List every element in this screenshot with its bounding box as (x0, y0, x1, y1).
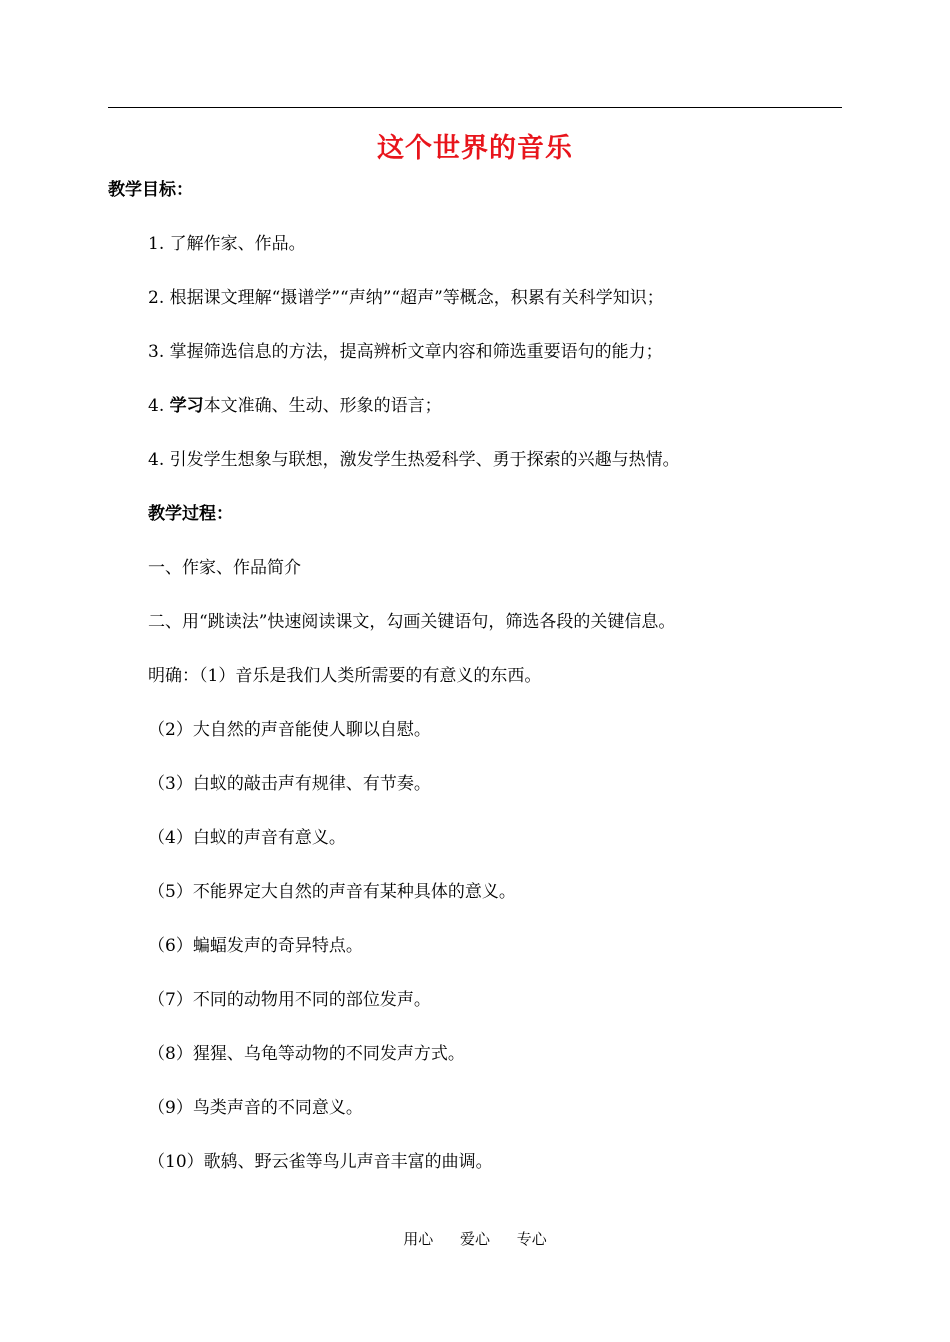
process-line: （10）歌鸫、野云雀等鸟儿声音丰富的曲调。 (148, 1152, 493, 1172)
objective-2: 2. 根据课文理解“摄谱学”“声纳”“超声”等概念，积累有关科学知识； (148, 288, 664, 308)
objective-3: 3. 掌握筛选信息的方法，提高辨析文章内容和筛选重要语句的能力； (148, 342, 663, 362)
objective-4-bold: 学习 (169, 396, 204, 416)
objective-4-prefix: 4. (148, 396, 170, 416)
header-rule (108, 107, 842, 108)
objective-4 (148, 394, 442, 418)
document-title: 这个世界的音乐 (377, 133, 573, 164)
process-line: 二、用“跳读法”快速阅读课文，勾画关键语句，筛选各段的关键信息。 (148, 612, 676, 632)
footer-word: 用心 (403, 1230, 434, 1248)
objective-5: 4. 引发学生想象与联想，激发学生热爱科学、勇于探索的兴趣与热情。 (148, 450, 680, 470)
process-line: 一、作家、作品简介 (148, 558, 301, 578)
objective-4-rest: 本文准确、生动、形象的语言； (203, 396, 442, 416)
footer-word: 专心 (516, 1230, 547, 1248)
process-line: （4）白蚁的声音有意义。 (148, 828, 346, 848)
process-line: （7）不同的动物用不同的部位发声。 (148, 990, 431, 1010)
process-heading: 教学过程： (148, 504, 233, 524)
objectives-heading: 教学目标： (108, 180, 193, 200)
page-footer (0, 1228, 950, 1249)
process-line: （6）蝙蝠发声的奇异特点。 (148, 936, 363, 956)
process-line: （5）不能界定大自然的声音有某种具体的意义。 (148, 882, 516, 902)
process-line: （9）鸟类声音的不同意义。 (148, 1098, 363, 1118)
footer-word: 爱心 (459, 1230, 490, 1248)
process-line: 明确：（1）音乐是我们人类所需要的有意义的东西。 (148, 666, 542, 686)
objective-1: 1. 了解作家、作品。 (148, 234, 306, 254)
process-line: （8）猩猩、乌龟等动物的不同发声方式。 (148, 1044, 465, 1064)
process-line: （2）大自然的声音能使人聊以自慰。 (148, 720, 431, 740)
process-line: （3）白蚁的敲击声有规律、有节奏。 (148, 774, 431, 794)
